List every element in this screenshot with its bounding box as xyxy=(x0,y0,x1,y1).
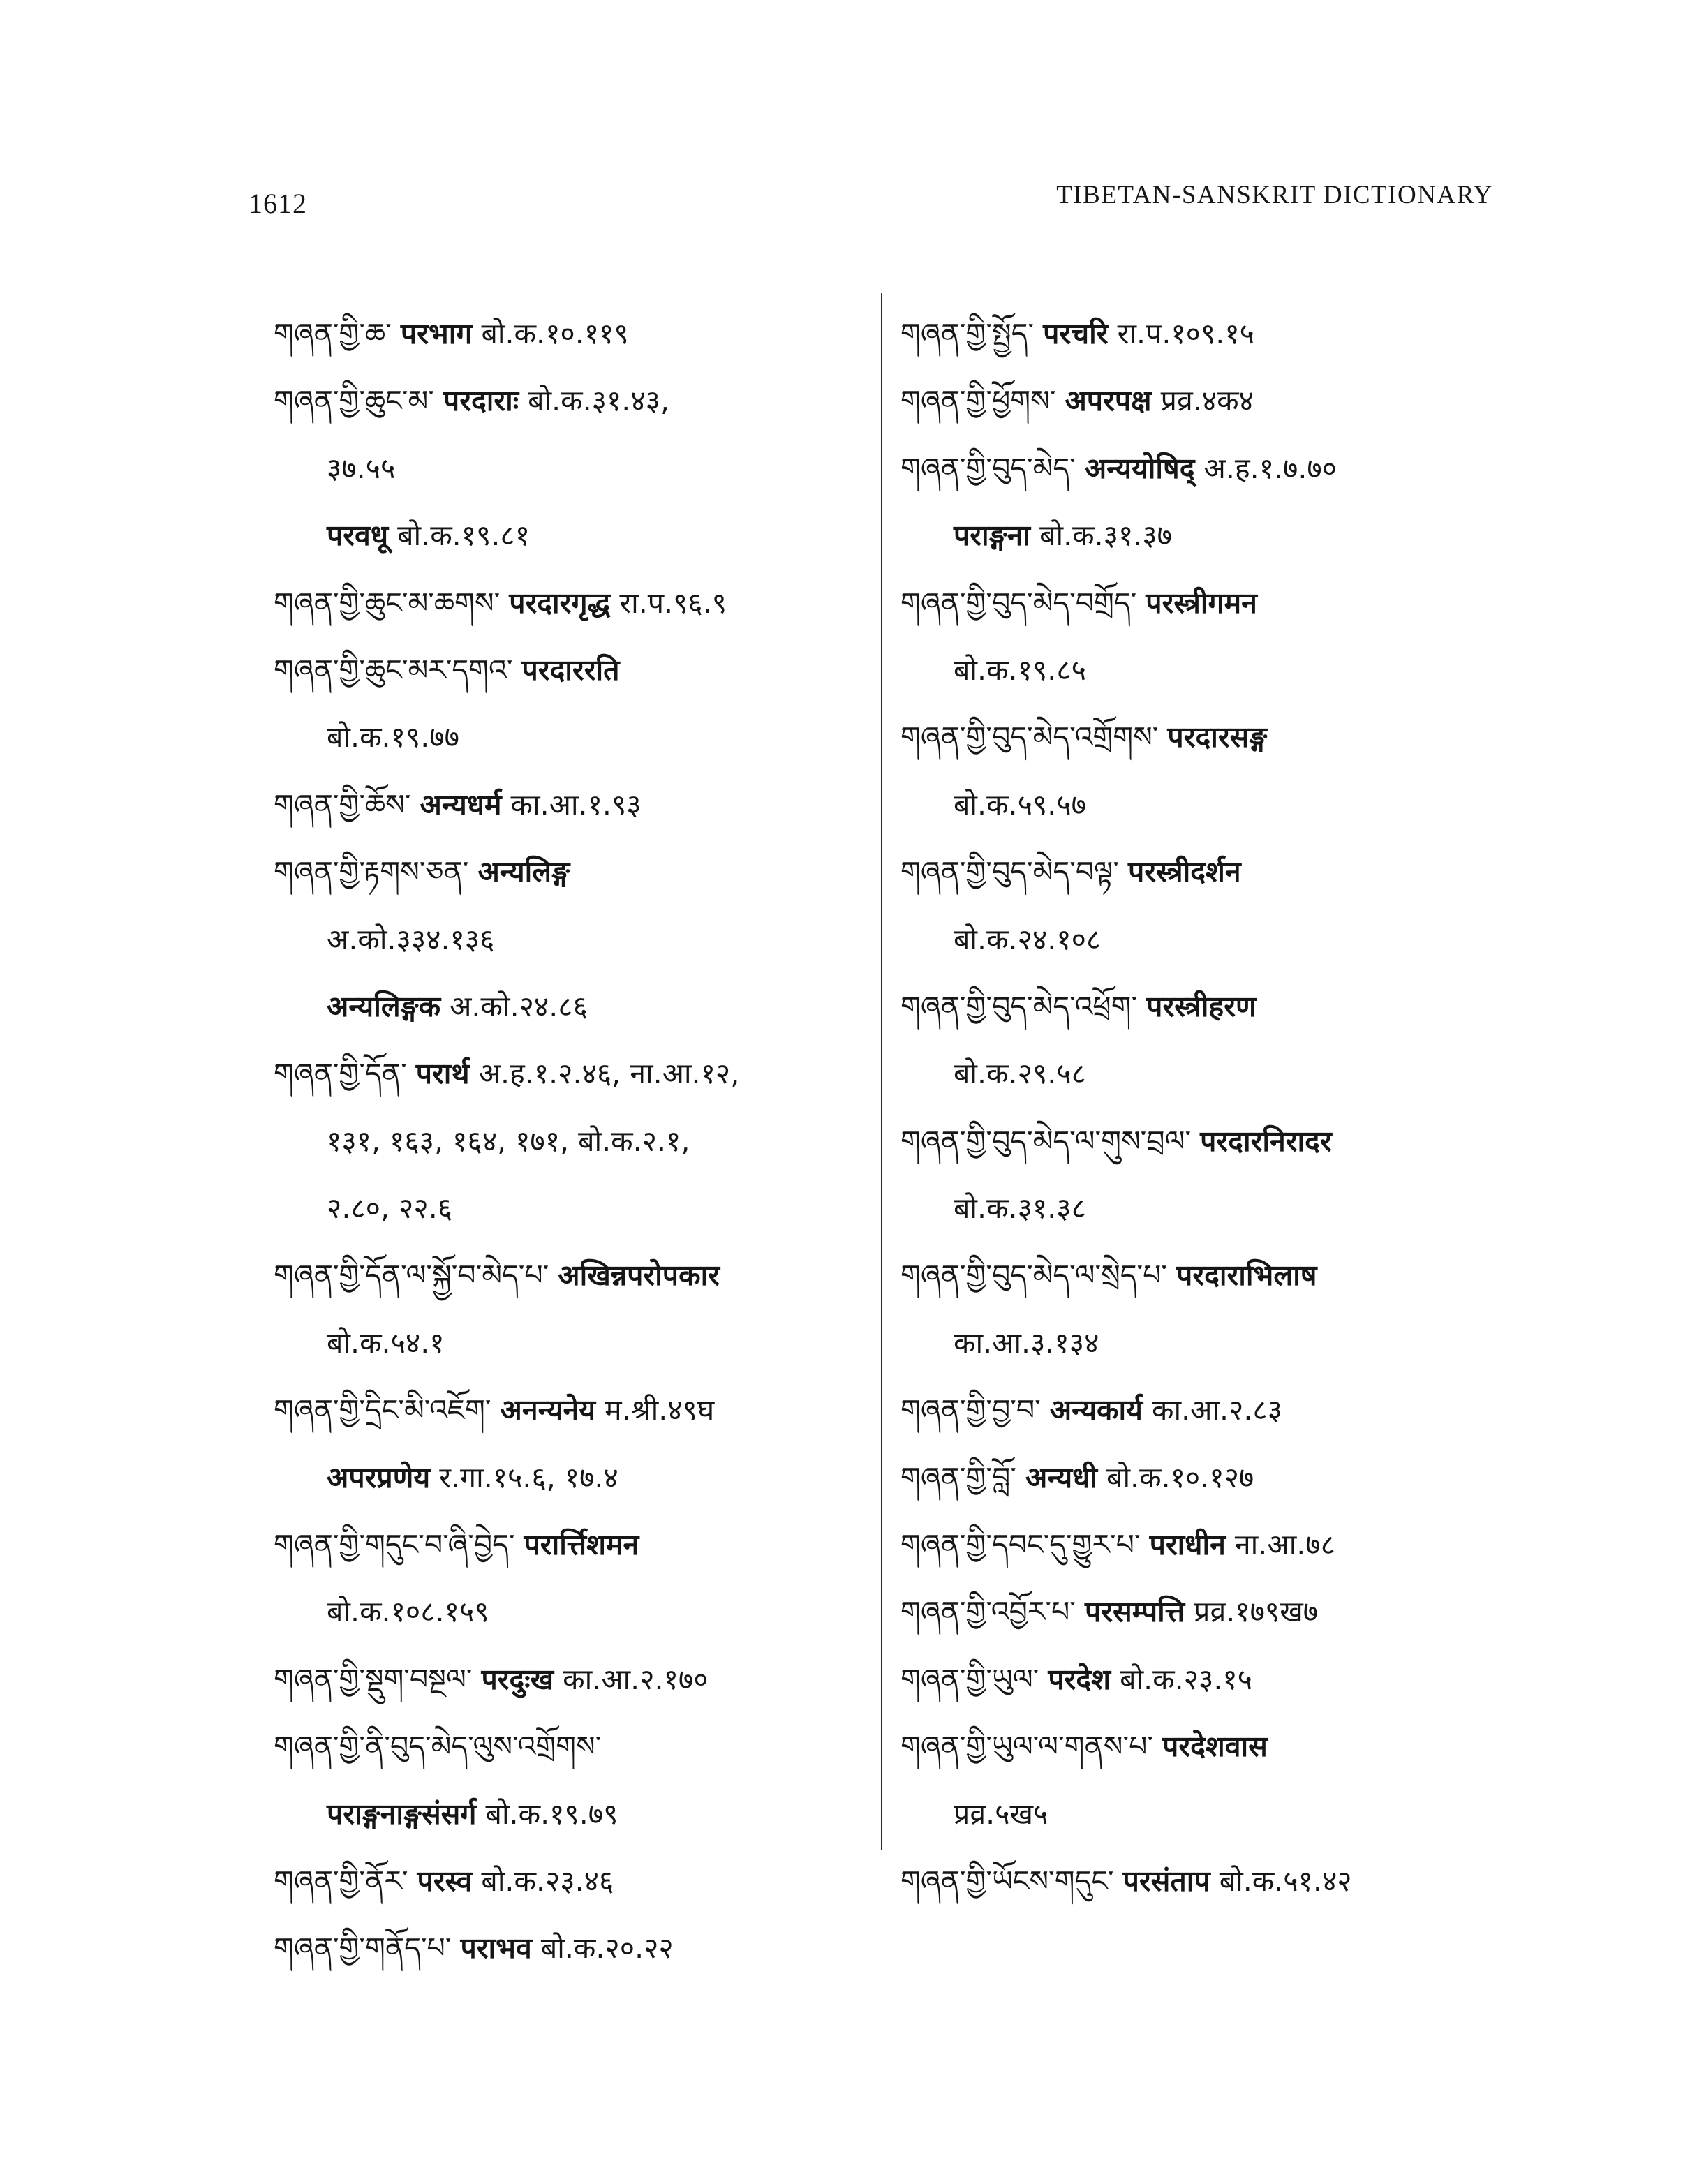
source-reference: बो.क.१०८.१५९ xyxy=(327,1595,489,1629)
dictionary-line xyxy=(900,1108,1529,1175)
dictionary-line xyxy=(274,838,888,905)
dictionary-line xyxy=(274,1713,888,1780)
running-head: TIBETAN-SANSKRIT DICTIONARY xyxy=(1056,181,1493,209)
source-reference: का.आ.२.८३ xyxy=(1151,1393,1283,1427)
tibetan-headword: གཞན་གྱི་གནོད་པ་ xyxy=(274,1931,452,1966)
dictionary-line xyxy=(274,1376,888,1443)
dictionary-line xyxy=(900,1309,1529,1376)
right-column xyxy=(900,300,1529,1915)
source-reference: का.आ.३.१३४ xyxy=(954,1325,1099,1360)
source-reference: प्रव्र.५ख५ xyxy=(954,1797,1048,1831)
tibetan-headword: གཞན་གྱི་ནི་བུད་མེད་ལུས་འགྲོགས་ xyxy=(274,1730,602,1764)
dictionary-line xyxy=(900,367,1529,434)
sanskrit-equivalent: अपरप्रणेय xyxy=(327,1460,431,1494)
sanskrit-equivalent: परवधू xyxy=(327,519,389,553)
sanskrit-equivalent: परस्त्रीहरण xyxy=(1146,989,1257,1023)
dictionary-line xyxy=(900,1848,1529,1915)
sanskrit-equivalent: अन्ययोषिद् xyxy=(1084,451,1195,485)
source-reference: ना.आ.७८ xyxy=(1234,1528,1335,1562)
dictionary-line xyxy=(900,1242,1529,1309)
sanskrit-equivalent: परार्थ xyxy=(415,1057,470,1091)
sanskrit-equivalent: अखिन्नपरोपकार xyxy=(558,1258,720,1293)
sanskrit-equivalent: पराङ्गनाङ्गसंसर्ग xyxy=(327,1797,477,1831)
sanskrit-equivalent: परदाराभिलाष xyxy=(1176,1258,1317,1293)
tibetan-headword: གཞན་གྱི་དོན་ xyxy=(274,1057,407,1091)
sanskrit-equivalent: अन्यलिङ्ग xyxy=(477,855,570,889)
tibetan-headword: གཞན་གྱི་བློ་ xyxy=(900,1460,1016,1494)
source-reference: का.आ.१.९३ xyxy=(510,787,642,822)
dictionary-line xyxy=(274,1309,888,1376)
tibetan-headword: གཞན་གྱི་བྱ་བ་ xyxy=(900,1393,1041,1427)
dictionary-line xyxy=(274,502,888,569)
tibetan-headword: གཞན་གྱི་ཆུང་མ་ཆགས་ xyxy=(274,586,501,620)
source-reference: बो.क.१९.७७ xyxy=(327,720,459,755)
sanskrit-equivalent: परस्त्रीदर्शन xyxy=(1128,855,1241,889)
source-reference: बो.क.२३.४६ xyxy=(481,1864,614,1898)
dictionary-line xyxy=(274,906,888,973)
sanskrit-equivalent: परदेशवास xyxy=(1162,1730,1268,1764)
sanskrit-equivalent: अन्यकार्य xyxy=(1049,1393,1143,1427)
dictionary-line xyxy=(274,1444,888,1511)
dictionary-line xyxy=(900,300,1529,367)
sanskrit-equivalent: परार्त्तिशमन xyxy=(524,1528,639,1562)
tibetan-headword: གཞན་གྱི་དོན་ལ་སྐྱོ་བ་མེད་པ་ xyxy=(274,1258,549,1293)
dictionary-line xyxy=(274,1511,888,1578)
tibetan-headword: གཞན་གྱི་རྟགས་ཅན་ xyxy=(274,855,469,889)
dictionary-line xyxy=(274,1242,888,1309)
dictionary-line xyxy=(274,704,888,771)
dictionary-line xyxy=(900,838,1529,905)
dictionary-line xyxy=(274,300,888,367)
source-reference: प्रव्र.४क४ xyxy=(1160,384,1254,418)
sanskrit-equivalent: परचरि xyxy=(1043,317,1109,350)
source-reference: बो.क.५४.१ xyxy=(327,1325,445,1360)
dictionary-line xyxy=(900,1444,1529,1511)
sanskrit-equivalent: अन्यधर्म xyxy=(420,787,502,822)
dictionary-line xyxy=(900,973,1529,1040)
sanskrit-equivalent: परदारसङ्ग xyxy=(1167,720,1268,755)
sanskrit-equivalent: परदेश xyxy=(1048,1662,1111,1696)
dictionary-line xyxy=(274,637,888,704)
sanskrit-equivalent: परभाग xyxy=(400,317,473,350)
dictionary-line xyxy=(274,1175,888,1242)
dictionary-line xyxy=(274,367,888,434)
dictionary-line xyxy=(900,906,1529,973)
dictionary-line xyxy=(274,1915,888,1982)
sanskrit-equivalent: परसंताप xyxy=(1122,1864,1210,1898)
dictionary-line xyxy=(900,435,1529,502)
dictionary-line xyxy=(274,1848,888,1915)
tibetan-headword: གཞན་གྱི་བུད་མེད་ལ་གུས་བྲལ་ xyxy=(900,1124,1192,1158)
sanskrit-equivalent: परदारनिरादर xyxy=(1200,1124,1332,1158)
source-reference: का.आ.२.१७० xyxy=(563,1662,709,1696)
tibetan-headword: གཞན་གྱི་བུད་མེད་བགྲོད་ xyxy=(900,586,1137,620)
source-reference: बो.क.२९.५८ xyxy=(954,1057,1086,1091)
dictionary-line xyxy=(900,771,1529,838)
tibetan-headword: གཞན་གྱི་འབྱོར་པ་ xyxy=(900,1595,1076,1629)
sanskrit-equivalent: पराधीन xyxy=(1149,1528,1226,1562)
source-reference: रा.प.९६.९ xyxy=(619,586,727,620)
source-reference: बो.क.१९.८१ xyxy=(397,519,531,553)
source-reference: बो.क.१९.८५ xyxy=(954,653,1086,687)
dictionary-line xyxy=(900,1713,1529,1780)
source-reference: बो.क.३१.३८ xyxy=(954,1191,1086,1226)
tibetan-headword: གཞན་གྱི་སྤྱོད་ xyxy=(900,317,1035,350)
source-reference: १३१, १६३, १६४, १७१, बो.क.२.१, xyxy=(327,1124,690,1158)
tibetan-headword: གཞན་གྱི་བུད་མེད་བལྟ་ xyxy=(900,855,1119,889)
source-reference: अ.ह.१.७.७० xyxy=(1203,451,1337,485)
dictionary-line xyxy=(274,570,888,637)
dictionary-line xyxy=(274,1578,888,1645)
tibetan-headword: གཞན་གྱི་གདུང་བ་ཞི་བྱེད་ xyxy=(274,1528,515,1562)
source-reference: बो.क.१९.७९ xyxy=(485,1797,618,1831)
sanskrit-equivalent: परदारगृद्ध xyxy=(509,586,611,620)
column-divider xyxy=(881,293,882,1850)
sanskrit-equivalent: अन्यधी xyxy=(1025,1460,1097,1494)
source-reference: २.८०, २२.६ xyxy=(327,1191,453,1226)
dictionary-line xyxy=(274,435,888,502)
source-reference: बो.क.३१.४३, xyxy=(528,384,670,418)
dictionary-line xyxy=(900,704,1529,771)
tibetan-headword: གཞན་གྱི་ཆུང་མར་དགའ་ xyxy=(274,653,513,687)
source-reference: रा.प.१०९.१५ xyxy=(1117,317,1254,350)
tibetan-headword: གཞན་གྱི་ཕྱོགས་ xyxy=(900,384,1056,418)
tibetan-headword: གཞན་གྱི་དབང་དུ་གྱུར་པ་ xyxy=(900,1528,1141,1562)
source-reference: बो.क.१०.१२७ xyxy=(1106,1460,1254,1494)
dictionary-line xyxy=(274,1646,888,1713)
dictionary-line xyxy=(900,1578,1529,1645)
source-reference: प्रव्र.१७९ख७ xyxy=(1194,1595,1319,1629)
sanskrit-equivalent: पराभव xyxy=(460,1931,532,1966)
source-reference: अ.ह.१.२.४६, ना.आ.१२, xyxy=(478,1057,740,1091)
sanskrit-equivalent: परसम्पत्ति xyxy=(1084,1595,1185,1629)
sanskrit-equivalent: परदाराः xyxy=(443,384,519,418)
source-reference: अ.को.२४.८६ xyxy=(450,989,588,1023)
sanskrit-equivalent: परदुःख xyxy=(481,1662,554,1696)
tibetan-headword: གཞན་གྱི་སྡུག་བསྔལ་ xyxy=(274,1662,473,1696)
source-reference: अ.को.३३४.१३६ xyxy=(327,922,495,956)
dictionary-line xyxy=(274,1040,888,1107)
source-reference: म.श्री.४९घ xyxy=(605,1393,715,1427)
dictionary-line xyxy=(900,1511,1529,1578)
dictionary-line xyxy=(900,570,1529,637)
sanskrit-equivalent: पराङ्गना xyxy=(954,519,1031,553)
source-reference: बो.क.२०.२२ xyxy=(540,1931,674,1966)
tibetan-headword: གཞན་གྱི་ཡུལ་ལ་གནས་པ་ xyxy=(900,1730,1153,1764)
left-column xyxy=(274,300,888,1982)
tibetan-headword: གཞན་གྱི་ཆོས་ xyxy=(274,787,411,822)
sanskrit-equivalent: अपरपक्ष xyxy=(1065,384,1152,418)
page-number: 1612 xyxy=(249,188,307,219)
sanskrit-equivalent: परदाररति xyxy=(521,653,620,687)
source-reference: बो.क.२४.१०८ xyxy=(954,922,1102,956)
dictionary-line xyxy=(900,1646,1529,1713)
source-reference: बो.क.३१.३७ xyxy=(1039,519,1172,553)
dictionary-line xyxy=(274,973,888,1040)
tibetan-headword: གཞན་གྱི་ནོར་ xyxy=(274,1864,408,1898)
sanskrit-equivalent: अन्यलिङ्गक xyxy=(327,989,441,1023)
tibetan-headword: གཞན་གྱི་ཡོངས་གདུང་ xyxy=(900,1864,1114,1898)
sanskrit-equivalent: परस्व xyxy=(417,1864,473,1898)
dictionary-line xyxy=(274,771,888,838)
tibetan-headword: གཞན་གྱི་ཡུལ་ xyxy=(900,1662,1039,1696)
dictionary-line xyxy=(274,1781,888,1848)
tibetan-headword: གཞན་གྱི་ཆ་ xyxy=(274,317,392,350)
tibetan-headword: གཞན་གྱི་བུད་མེད་ལ་སྲེད་པ་ xyxy=(900,1258,1167,1293)
tibetan-headword: གཞན་གྱི་དྲིང་མི་འཇོག་ xyxy=(274,1393,491,1427)
sanskrit-equivalent: अनन्यनेय xyxy=(500,1393,596,1427)
tibetan-headword: གཞན་གྱི་བུད་མེད་ xyxy=(900,451,1076,485)
dictionary-line xyxy=(900,637,1529,704)
dictionary-line xyxy=(900,1376,1529,1443)
source-reference: बो.क.२३.१५ xyxy=(1120,1662,1252,1696)
tibetan-headword: གཞན་གྱི་ཆུང་མ་ xyxy=(274,384,434,418)
tibetan-headword: གཞན་གྱི་བུད་མེད་འགྲོགས་ xyxy=(900,720,1159,755)
source-reference: बो.क.१०.११९ xyxy=(481,317,629,350)
dictionary-line xyxy=(900,502,1529,569)
source-reference: बो.क.५९.५७ xyxy=(954,787,1086,822)
tibetan-headword: གཞན་གྱི་བུད་མེད་འཕྲོག་ xyxy=(900,989,1138,1023)
sanskrit-equivalent: परस्त्रीगमन xyxy=(1146,586,1257,620)
dictionary-line xyxy=(900,1781,1529,1848)
dictionary-line xyxy=(900,1175,1529,1242)
dictionary-line xyxy=(274,1108,888,1175)
source-reference: ३७.५५ xyxy=(327,451,396,485)
source-reference: बो.क.५१.४२ xyxy=(1219,1864,1352,1898)
dictionary-line xyxy=(900,1040,1529,1107)
source-reference: र.गा.१५.६, १७.४ xyxy=(439,1460,618,1494)
